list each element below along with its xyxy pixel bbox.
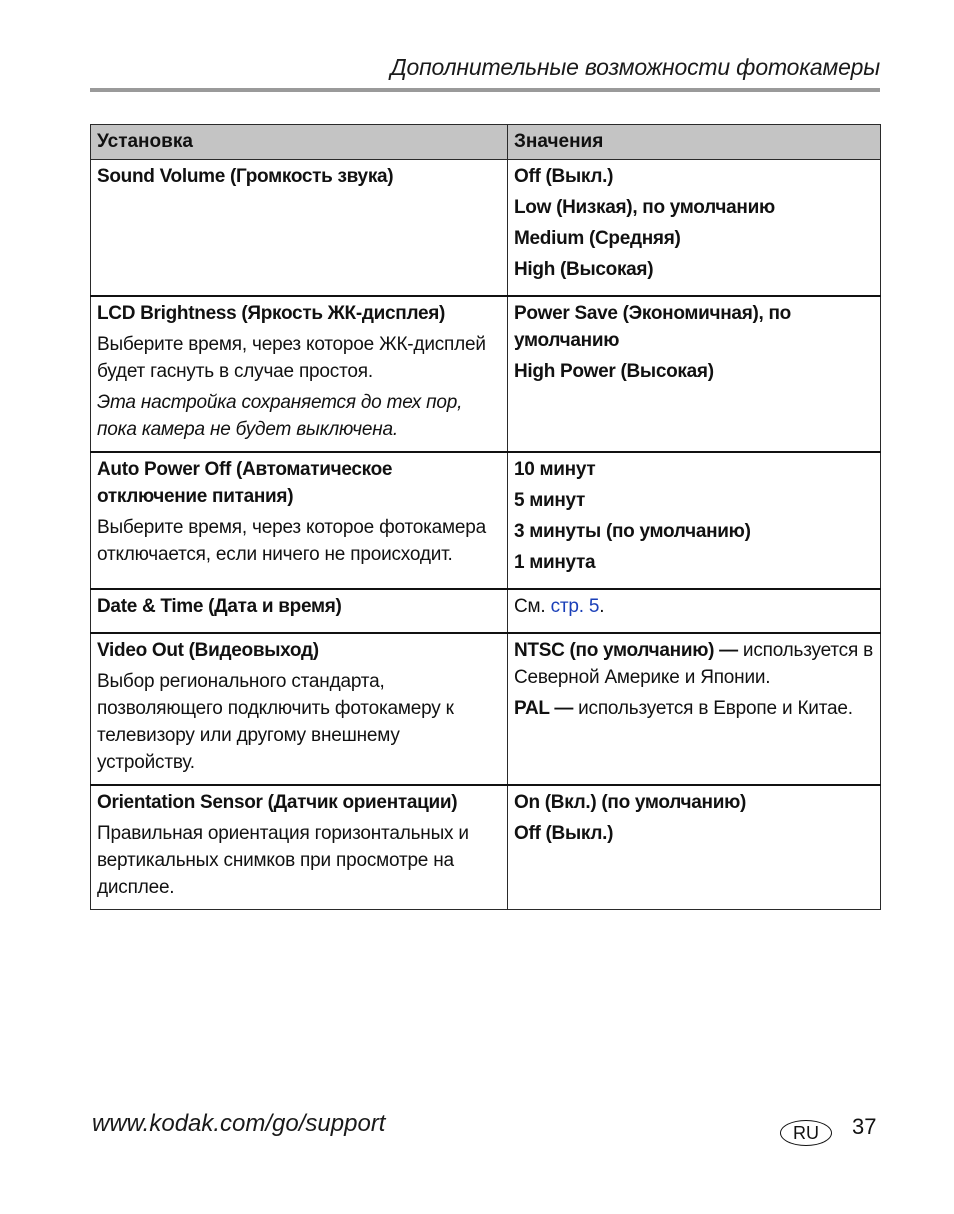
option-value: Low (Низкая), по умолчанию <box>514 197 775 218</box>
section-title: Дополнительные возможности фотокамеры <box>390 54 880 80</box>
setting-name: Sound Volume (Громкость звука) <box>97 166 394 187</box>
setting-name: Auto Power Off (Автоматическое отключение питания) <box>97 459 393 507</box>
language-badge: RU <box>780 1120 832 1146</box>
page-number: 37 <box>852 1114 877 1139</box>
setting-cell <box>91 633 508 785</box>
table-row <box>91 452 881 589</box>
option-value: 3 минуты (по умолчанию) <box>514 521 751 542</box>
settings-table <box>90 124 881 910</box>
setting-description: Выберите время, через которое ЖК-дисплей будет гаснуть в случае простоя. <box>97 334 486 382</box>
setting-name: Date & Time (Дата и время) <box>97 596 342 617</box>
option-value: 10 минут <box>514 459 596 480</box>
header-divider <box>90 88 880 92</box>
option-label: NTSC (по умолчанию) — <box>514 640 738 661</box>
option-description: используется в Северной Америке и Японии. <box>514 640 874 688</box>
setting-name: LCD Brightness (Яркость ЖК-дисплея) <box>97 303 446 324</box>
option-description: используется в Европе и Китае. <box>578 698 853 719</box>
setting-cell <box>91 296 508 452</box>
setting-cell <box>91 785 508 910</box>
values-cell <box>508 633 881 785</box>
option-value: 5 минут <box>514 490 586 511</box>
option-value <box>514 637 874 691</box>
option-value: On (Вкл.) (по умолчанию) <box>514 792 747 813</box>
setting-cell <box>91 452 508 589</box>
option-value: High Power (Высокая) <box>514 361 714 382</box>
setting-description: Правильная ориентация горизонтальных и вертикальных снимков при просмотре на дисплее. <box>97 823 469 898</box>
setting-note: Эта настройка сохраняется до тех пор, пока камера не будет выключена. <box>97 392 463 440</box>
setting-cell <box>91 160 508 297</box>
table-row <box>91 160 881 297</box>
table-row <box>91 785 881 910</box>
see-suffix: . <box>599 596 605 617</box>
option-value: Off (Выкл.) <box>514 823 614 844</box>
values-cell <box>508 452 881 589</box>
setting-name: Video Out (Видеовыход) <box>97 640 319 661</box>
table-row <box>91 633 881 785</box>
table-header-row <box>91 125 881 160</box>
setting-cell <box>91 589 508 633</box>
option-value: Off (Выкл.) <box>514 166 614 187</box>
table-row <box>91 296 881 452</box>
values-cell <box>508 160 881 297</box>
setting-description: Выберите время, через которое фотокамера отключается, если ничего не происходит. <box>97 517 486 565</box>
setting-description: Выбор регионального стандарта, позволяющего подключить фотокамеру к телевизору или другому внешнему устройству. <box>97 671 454 773</box>
option-value: Power Save (Экономичная), по умолчанию <box>514 303 791 351</box>
page-link[interactable]: стр. 5 <box>550 596 600 617</box>
option-value <box>514 695 874 722</box>
see-prefix: См. <box>514 596 546 617</box>
option-value: Medium (Средняя) <box>514 228 681 249</box>
column-header-setting: Установка <box>91 125 508 160</box>
support-url[interactable]: www.kodak.com/go/support <box>92 1110 386 1137</box>
setting-name: Orientation Sensor (Датчик ориентации) <box>97 792 458 813</box>
values-cell <box>508 296 881 452</box>
option-label: PAL — <box>514 698 574 719</box>
values-cell <box>508 589 881 633</box>
option-value: High (Высокая) <box>514 259 654 280</box>
table-row <box>91 589 881 633</box>
values-cell <box>508 785 881 910</box>
column-header-values: Значения <box>508 125 881 160</box>
option-value: 1 минута <box>514 552 596 573</box>
see-reference <box>514 593 874 620</box>
